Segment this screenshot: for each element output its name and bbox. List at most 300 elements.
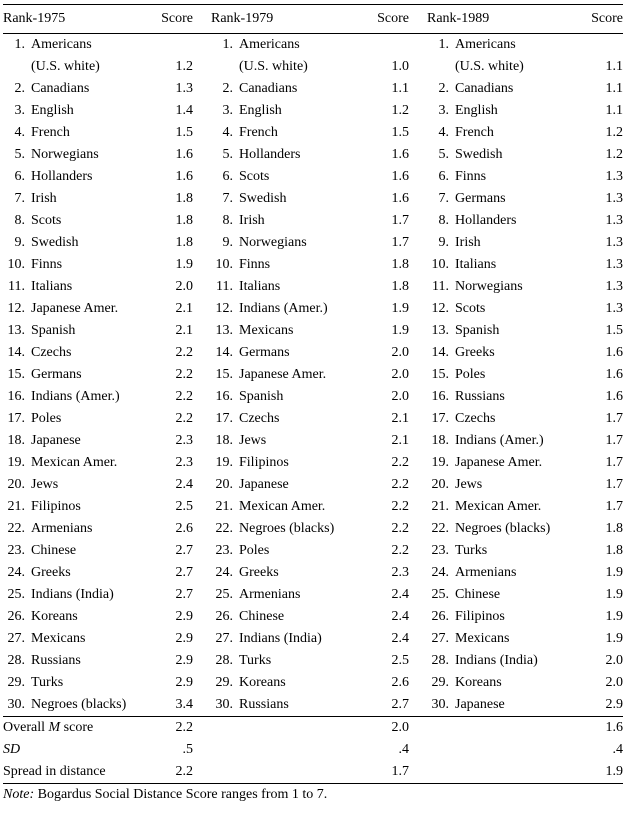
group-name: Irish	[239, 213, 265, 228]
group-name: Czechs	[239, 411, 280, 426]
column-gap	[409, 761, 427, 783]
rank-number: 8.	[14, 213, 25, 228]
rank-number: 18.	[431, 433, 449, 448]
table-row	[3, 694, 623, 717]
group-name: Finns	[239, 257, 271, 272]
group-name: Scots	[31, 213, 62, 228]
column-gap	[409, 518, 427, 540]
group-name: Hollanders	[239, 147, 301, 162]
rank-number: 2.	[222, 81, 233, 96]
group-score: 1.6	[605, 345, 623, 360]
column-gap	[409, 276, 427, 298]
column-gap	[193, 717, 211, 740]
column-gap	[409, 122, 427, 144]
group-name: Poles	[31, 411, 62, 426]
column-gap	[193, 5, 211, 34]
rank-number: 23.	[7, 543, 25, 558]
group-score: 1.7	[391, 235, 409, 250]
ethnic-distance-table	[3, 0, 623, 805]
column-gap	[409, 540, 427, 562]
rank-number: 17.	[7, 411, 25, 426]
column-gap	[193, 606, 211, 628]
group-name: Indians (India)	[31, 587, 114, 602]
group-score: 2.9	[605, 697, 623, 712]
group-name: Scots	[455, 301, 486, 316]
group-score: 1.8	[391, 279, 409, 294]
rank-number: 15.	[215, 367, 233, 382]
column-gap	[193, 144, 211, 166]
rank-number: 25.	[7, 587, 25, 602]
column-gap	[409, 364, 427, 386]
group-score: 1.0	[391, 59, 409, 74]
group-score: 1.9	[605, 587, 623, 602]
group-score: 1.3	[605, 257, 623, 272]
group-name: Japanese	[455, 697, 505, 712]
rank-number: 1.	[211, 34, 239, 57]
group-name: French	[31, 125, 70, 140]
group-score: 1.1	[605, 81, 623, 96]
group-score: 2.9	[175, 653, 193, 668]
rank-number: 23.	[431, 543, 449, 558]
rank-header: Rank-1975	[3, 11, 66, 26]
group-score: 1.3	[605, 191, 623, 206]
table-row	[3, 188, 623, 210]
rank-number: 3.	[438, 103, 449, 118]
summary-spacer	[427, 717, 585, 740]
table-row	[3, 364, 623, 386]
column-gap	[193, 430, 211, 452]
group-name: Mexicans	[455, 631, 510, 646]
group-name: Koreans	[31, 609, 78, 624]
group-score: 1.5	[175, 125, 193, 140]
score-header: Score	[377, 11, 409, 26]
group-name: Czechs	[31, 345, 72, 360]
group-name: Hollanders	[31, 169, 93, 184]
rank-number: 23.	[215, 543, 233, 558]
table-row	[3, 650, 623, 672]
group-name: Norwegians	[239, 235, 307, 250]
rank-number: 13.	[215, 323, 233, 338]
group-score: 2.4	[391, 631, 409, 646]
group-name: Chinese	[455, 587, 501, 602]
table-row	[3, 100, 623, 122]
column-gap	[193, 34, 211, 57]
rank-number: 24.	[7, 565, 25, 580]
rank-number: 8.	[438, 213, 449, 228]
rank-number: 14.	[431, 345, 449, 360]
rank-number: 2.	[438, 81, 449, 96]
group-name: Japanese Amer.	[239, 367, 327, 382]
group-score: 1.9	[605, 631, 623, 646]
group-score: 1.1	[391, 81, 409, 96]
group-score: 2.0	[605, 675, 623, 690]
ranking-table	[3, 5, 623, 783]
group-name: Filipinos	[239, 455, 289, 470]
rank-number: 24.	[215, 565, 233, 580]
rank-number: 10.	[431, 257, 449, 272]
group-name: Turks	[31, 675, 64, 690]
group-score: 2.1	[175, 323, 193, 338]
summary-label-prefix: Overall	[3, 720, 49, 735]
group-score: 2.2	[391, 477, 409, 492]
group-score: 1.2	[175, 59, 193, 74]
column-gap	[193, 78, 211, 100]
group-name: Finns	[31, 257, 63, 272]
group-name: (U.S. white)	[455, 59, 524, 74]
rank-number: 5.	[14, 147, 25, 162]
rank-number: 13.	[431, 323, 449, 338]
group-name: (U.S. white)	[31, 59, 100, 74]
column-gap	[193, 100, 211, 122]
group-name: Swedish	[31, 235, 79, 250]
group-score: 2.6	[391, 675, 409, 690]
group-name: English	[455, 103, 498, 118]
column-gap	[193, 166, 211, 188]
summary-label	[3, 761, 151, 783]
group-name: Indians (India)	[455, 653, 538, 668]
rank-number: 7.	[222, 191, 233, 206]
group-name: Japanese Amer.	[455, 455, 543, 470]
column-gap	[409, 254, 427, 276]
group-name: Norwegians	[455, 279, 523, 294]
column-gap	[193, 540, 211, 562]
group-score: 1.6	[175, 147, 193, 162]
table-row	[3, 672, 623, 694]
group-score: 1.7	[605, 499, 623, 514]
table-body	[3, 5, 623, 783]
group-name: Mexican Amer.	[455, 499, 542, 514]
rank-number: 22.	[431, 521, 449, 536]
summary-spacer	[427, 761, 585, 783]
rank-number: 3.	[14, 103, 25, 118]
column-gap	[193, 298, 211, 320]
rank-number: 6.	[222, 169, 233, 184]
column-gap	[193, 562, 211, 584]
table-row	[3, 562, 623, 584]
column-gap	[409, 5, 427, 34]
group-score: 2.9	[175, 631, 193, 646]
group-score: 1.3	[605, 279, 623, 294]
rank-number: 16.	[431, 389, 449, 404]
group-score: 1.2	[391, 103, 409, 118]
column-gap	[193, 364, 211, 386]
group-score: 3.4	[175, 697, 193, 712]
rank-number: 26.	[431, 609, 449, 624]
rank-number: 14.	[7, 345, 25, 360]
summary-label	[3, 739, 151, 761]
column-gap	[193, 210, 211, 232]
group-name: Italians	[455, 257, 497, 272]
group-name: Spanish	[455, 323, 500, 338]
summary-label-text: Spread in distance	[3, 764, 106, 779]
group-name: Swedish	[455, 147, 503, 162]
spread-row	[3, 761, 623, 783]
group-score: 1.6	[391, 147, 409, 162]
group-score	[369, 34, 409, 57]
column-gap	[409, 694, 427, 717]
rank-number: 22.	[7, 521, 25, 536]
group-score: 1.2	[605, 147, 623, 162]
table-row	[3, 56, 623, 78]
group-score: 1.3	[605, 213, 623, 228]
summary-spacer	[211, 739, 369, 761]
group-name: Americans	[239, 34, 369, 57]
rank-number: 16.	[7, 389, 25, 404]
group-score: 2.1	[391, 433, 409, 448]
rank-number: 18.	[7, 433, 25, 448]
group-score: 1.3	[605, 301, 623, 316]
rank-number: 19.	[215, 455, 233, 470]
group-score: 1.6	[605, 367, 623, 382]
table-row	[3, 518, 623, 540]
group-score: 1.3	[605, 235, 623, 250]
group-score: 2.4	[391, 587, 409, 602]
rank-number: 4.	[222, 125, 233, 140]
rank-number: 20.	[431, 477, 449, 492]
group-score: 2.2	[391, 499, 409, 514]
rank-number: 9.	[14, 235, 25, 250]
rank-number: 22.	[215, 521, 233, 536]
group-score: 2.7	[175, 543, 193, 558]
rank-number: 29.	[431, 675, 449, 690]
group-name: Chinese	[31, 543, 77, 558]
table-row	[3, 474, 623, 496]
column-gap	[193, 342, 211, 364]
group-name: Armenians	[239, 587, 301, 602]
summary-spacer	[211, 717, 369, 740]
table-row	[3, 628, 623, 650]
column-gap	[193, 739, 211, 761]
group-score: 1.2	[605, 125, 623, 140]
summary-label	[3, 717, 151, 740]
group-score: 2.2	[391, 455, 409, 470]
summary-label-symbol: M	[48, 720, 61, 735]
table-row	[3, 540, 623, 562]
column-gap	[409, 452, 427, 474]
rank-number: 1.	[427, 34, 455, 57]
group-score: 1.8	[175, 213, 193, 228]
group-name: Mexican Amer.	[31, 455, 118, 470]
group-name: Norwegians	[31, 147, 99, 162]
group-name: English	[31, 103, 74, 118]
group-score: 2.0	[391, 345, 409, 360]
group-name: Indians (Amer.)	[455, 433, 544, 448]
summary-value: 2.2	[151, 717, 193, 740]
rank-number: 15.	[431, 367, 449, 382]
rank-number: 26.	[215, 609, 233, 624]
rank-number: 17.	[215, 411, 233, 426]
column-gap	[409, 144, 427, 166]
column-gap	[409, 606, 427, 628]
group-name: Indians (India)	[239, 631, 322, 646]
rank-number	[427, 56, 455, 78]
group-name: Italians	[31, 279, 73, 294]
rank-number	[3, 56, 31, 78]
table-row	[3, 430, 623, 452]
group-score: 2.5	[175, 499, 193, 514]
group-name: Hollanders	[455, 213, 517, 228]
group-score: 2.2	[391, 543, 409, 558]
column-gap	[193, 650, 211, 672]
group-name: Jews	[31, 477, 59, 492]
group-score: 2.2	[175, 367, 193, 382]
rank-number: 5.	[438, 147, 449, 162]
group-name: Japanese	[31, 433, 81, 448]
group-score: 2.2	[175, 389, 193, 404]
group-name: Filipinos	[455, 609, 505, 624]
group-name: Germans	[239, 345, 290, 360]
group-name: Irish	[31, 191, 57, 206]
group-name: Americans	[455, 34, 585, 57]
group-name: Chinese	[239, 609, 285, 624]
rank-number: 11.	[8, 279, 25, 294]
summary-spacer	[427, 739, 585, 761]
table-row	[3, 386, 623, 408]
group-name: Koreans	[455, 675, 502, 690]
group-score: 1.5	[605, 323, 623, 338]
column-gap	[193, 254, 211, 276]
column-gap	[409, 166, 427, 188]
group-score: 1.3	[175, 81, 193, 96]
column-gap	[193, 188, 211, 210]
table-row	[3, 122, 623, 144]
group-score: 2.6	[175, 521, 193, 536]
group-score: 2.3	[391, 565, 409, 580]
group-name: Finns	[455, 169, 487, 184]
rank-header: Rank-1979	[211, 11, 274, 26]
group-name: Greeks	[239, 565, 279, 580]
group-name: Japanese	[239, 477, 289, 492]
table-note	[3, 785, 623, 805]
rank-number: 15.	[7, 367, 25, 382]
group-name: Canadians	[455, 81, 514, 96]
table-row	[3, 144, 623, 166]
rank-number: 9.	[438, 235, 449, 250]
group-name: Mexican Amer.	[239, 499, 326, 514]
group-score: 2.9	[175, 675, 193, 690]
table-row	[3, 232, 623, 254]
sd-row	[3, 739, 623, 761]
group-name: French	[455, 125, 494, 140]
group-score: 2.0	[391, 389, 409, 404]
rank-number: 28.	[431, 653, 449, 668]
column-gap	[409, 408, 427, 430]
column-gap	[409, 78, 427, 100]
rank-number: 6.	[438, 169, 449, 184]
group-score: 2.2	[391, 521, 409, 536]
group-score: 2.0	[391, 367, 409, 382]
rank-number: 25.	[215, 587, 233, 602]
rank-number: 4.	[14, 125, 25, 140]
summary-label-text: SD	[3, 742, 21, 757]
score-header: Score	[161, 11, 193, 26]
column-gap	[409, 562, 427, 584]
group-score: 2.2	[175, 411, 193, 426]
summary-value: 1.6	[585, 717, 623, 740]
rank-number: 26.	[7, 609, 25, 624]
column-gap	[409, 650, 427, 672]
summary-value: .5	[182, 742, 193, 757]
column-gap	[409, 298, 427, 320]
group-score: 1.3	[605, 169, 623, 184]
summary-spacer	[211, 761, 369, 783]
summary-value: 1.9	[605, 764, 623, 779]
summary-value: 2.2	[175, 764, 193, 779]
column-gap	[409, 430, 427, 452]
group-name: Japanese Amer.	[31, 301, 119, 316]
rank-number: 19.	[7, 455, 25, 470]
column-gap	[409, 188, 427, 210]
rank-number: 21.	[215, 499, 233, 514]
table-row	[3, 298, 623, 320]
group-score: 2.7	[175, 565, 193, 580]
rank-number: 19.	[431, 455, 449, 470]
group-score: 2.4	[175, 477, 193, 492]
column-gap	[193, 584, 211, 606]
rank-number: 12.	[215, 301, 233, 316]
column-gap	[193, 518, 211, 540]
group-score: 1.8	[391, 257, 409, 272]
group-score: 1.5	[391, 125, 409, 140]
table-row	[3, 210, 623, 232]
rank-number: 25.	[431, 587, 449, 602]
group-score: 2.7	[175, 587, 193, 602]
table-row	[3, 254, 623, 276]
column-gap	[409, 34, 427, 57]
column-gap	[193, 452, 211, 474]
column-gap	[409, 342, 427, 364]
group-name: (U.S. white)	[239, 59, 308, 74]
group-name: Filipinos	[31, 499, 81, 514]
column-gap	[193, 628, 211, 650]
rank-number: 27.	[431, 631, 449, 646]
rank-number: 24.	[431, 565, 449, 580]
table-row	[3, 342, 623, 364]
rank-number: 10.	[7, 257, 25, 272]
rank-number: 4.	[438, 125, 449, 140]
group-score	[585, 34, 623, 57]
column-gap	[409, 496, 427, 518]
group-score: 1.8	[605, 543, 623, 558]
group-name: Negroes (blacks)	[239, 521, 335, 536]
group-name: Negroes (blacks)	[31, 697, 127, 712]
column-gap	[193, 694, 211, 717]
rank-number: 7.	[438, 191, 449, 206]
rank-number: 11.	[216, 279, 233, 294]
rank-number: 11.	[432, 279, 449, 294]
group-name: Russians	[31, 653, 81, 668]
note-label: Note:	[3, 787, 35, 802]
group-name: Poles	[455, 367, 486, 382]
column-gap	[193, 122, 211, 144]
column-gap	[193, 496, 211, 518]
table-row	[3, 320, 623, 342]
group-name: Italians	[239, 279, 281, 294]
group-name: Canadians	[31, 81, 90, 96]
group-score: 2.0	[175, 279, 193, 294]
group-name: Mexicans	[31, 631, 86, 646]
group-name: Indians (Amer.)	[31, 389, 120, 404]
rank-header: Rank-1989	[427, 11, 490, 26]
rank-number: 27.	[7, 631, 25, 646]
group-name: Jews	[455, 477, 483, 492]
column-gap	[409, 320, 427, 342]
group-score: 1.8	[605, 521, 623, 536]
group-score: 1.6	[175, 169, 193, 184]
group-score: 1.9	[175, 257, 193, 272]
group-name: Armenians	[31, 521, 93, 536]
rank-number: 8.	[222, 213, 233, 228]
